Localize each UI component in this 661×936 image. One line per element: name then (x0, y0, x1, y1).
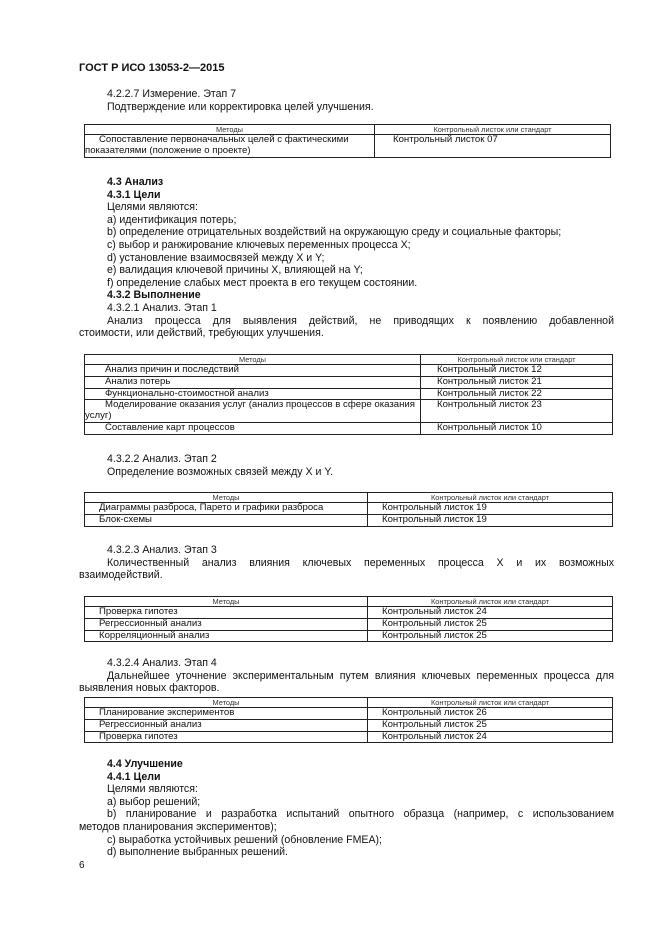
table-row: Анализ причин и последствий Контрольный листок 12 (85, 365, 613, 377)
list-item: d) установление взаимосвязей между X и Y; (107, 251, 325, 264)
list-item: b) определение отрицательных воздействий на окружающую среду и социальные факторы; (107, 226, 562, 239)
table-row: Сопоставление первоначальных целей с фактическими показателями (положение о проекте) Контрольный листок 07 (85, 135, 611, 158)
section-4-3-2-2: 4.3.2.2 Анализ. Этап 2 Определение возможных связей между X и Y. (79, 453, 614, 478)
step-text: Подтверждение или корректировка целей улучшения. (107, 100, 374, 113)
table-row: Моделирование оказания услуг (анализ процессов в сфере оказания услуг) Контрольный листок 23 (85, 400, 613, 423)
list-item: c) выбор и ранжирование ключевых переменных процесса X; (107, 238, 411, 251)
table-row: Проверка гипотез Контрольный листок 24 (85, 731, 613, 743)
col-header-methods: Методы (85, 597, 368, 607)
section-4-3-2-3: 4.3.2.3 Анализ. Этап 3 Количественный анализ влияния ключевых переменных процесса X и их возможных взаимодействий. (79, 544, 614, 582)
section-4-3-2-4: 4.3.2.4 Анализ. Этап 4 Дальнейшее уточнение экспериментальным путем влияния ключевых переменных процесса для выявления новых факторов. (79, 657, 614, 695)
col-header-checklist: Контрольный листок или стандарт (375, 125, 611, 135)
col-header-methods: Методы (85, 355, 421, 365)
table-row: Регрессионный анализ Контрольный листок 25 (85, 719, 613, 731)
table-row: Функционально-стоимостной анализ Контрольный листок 22 (85, 388, 613, 400)
subsection-title: 4.4.1 Цели (107, 770, 161, 783)
table-row: Анализ потерь Контрольный листок 21 (85, 376, 613, 388)
step-title: 4.3.2.2 Анализ. Этап 2 (107, 453, 217, 465)
section-4-3: 4.3 Анализ 4.3.1 Цели Целями являются: a) идентификация потерь; b) определение отрицательных воздействий на окружающую среду и социальные факторы; c) выбор и ранжирование ключевых переменных процесса X; d) установление взаимосвязей между X и Y; e) валидация ключевой причины X, влияющей на Y; f) определение слабых мест проекта в его текущем состоянии. 4.3.2 Выполнение 4.3.2.1 Анализ. Этап 1 Анализ процесса для выявления действий, не приводящих к появлению добавленной стоимости, или действий, требующих улучшения. (79, 176, 614, 340)
document-header: ГОСТ Р ИСО 13053-2—2015 (79, 62, 225, 74)
col-header-checklist: Контрольный листок или стандарт (421, 355, 613, 365)
table-row: Регрессионный анализ Контрольный листок 25 (85, 618, 613, 630)
methods-table-step7 (84, 124, 611, 158)
step-title: 4.3.2.3 Анализ. Этап 3 (107, 544, 217, 556)
col-header-checklist: Контрольный листок или стандарт (368, 493, 613, 503)
list-item: e) валидация ключевой причины X, влияющей на Y; (107, 264, 363, 277)
col-header-methods: Методы (85, 698, 368, 708)
col-header-checklist: Контрольный листок или стандарт (368, 597, 613, 607)
subsection-title: 4.3.1 Цели (107, 188, 161, 201)
col-header-checklist: Контрольный листок или стандарт (368, 698, 613, 708)
step-title: 4.2.2.7 Измерение. Этап 7 (107, 88, 237, 100)
methods-table-step4 (84, 697, 613, 743)
step-title: 4.3.2.4 Анализ. Этап 4 (107, 657, 217, 669)
section-4-2-2-7 (79, 88, 614, 113)
col-header-methods: Методы (85, 125, 375, 135)
table-row: Проверка гипотез Контрольный листок 24 (85, 607, 613, 619)
section-title: 4.3 Анализ (107, 176, 164, 188)
table-row: Составление карт процессов Контрольный листок 10 (85, 422, 613, 434)
table-row: Диаграммы разброса, Парето и графики разброса Контрольный листок 19 (85, 503, 613, 515)
list-item: f) определение слабых мест проекта в его текущем состоянии. (107, 276, 418, 289)
section-4-4: 4.4 Улучшение 4.4.1 Цели Целями являются: a) выбор решений; b) планирование и разработка испытаний опытного образца (например, с использованием методов планирования экспериментов); c) выработка устойчивых решений (обновление FMEA); d) выполнение выбранных решений. (79, 758, 614, 859)
list-item: d) выполнение выбранных решений. (107, 846, 288, 859)
table-row: Планирование экспериментов Контрольный листок 26 (85, 708, 613, 720)
subsection-title: 4.3.2 Выполнение (107, 289, 201, 302)
list-item: a) выбор решений; (107, 795, 201, 808)
section-title: 4.4 Улучшение (107, 758, 183, 770)
list-item: b) планирование и разработка испытаний опытного образца (например, с использованием (107, 808, 614, 821)
list-item: a) идентификация потерь; (107, 213, 237, 226)
methods-table-step2 (84, 492, 613, 527)
methods-table-step1 (84, 354, 613, 435)
table-row: Блок-схемы Контрольный листок 19 (85, 514, 613, 526)
page-number: 6 (79, 860, 85, 871)
methods-table-step3 (84, 596, 613, 642)
col-header-methods: Методы (85, 493, 368, 503)
list-item: c) выработка устойчивых решений (обновление FMEA); (107, 833, 383, 846)
table-row: Корреляционный анализ Контрольный листок 25 (85, 630, 613, 642)
step-title: 4.3.2.1 Анализ. Этап 1 (107, 301, 217, 314)
